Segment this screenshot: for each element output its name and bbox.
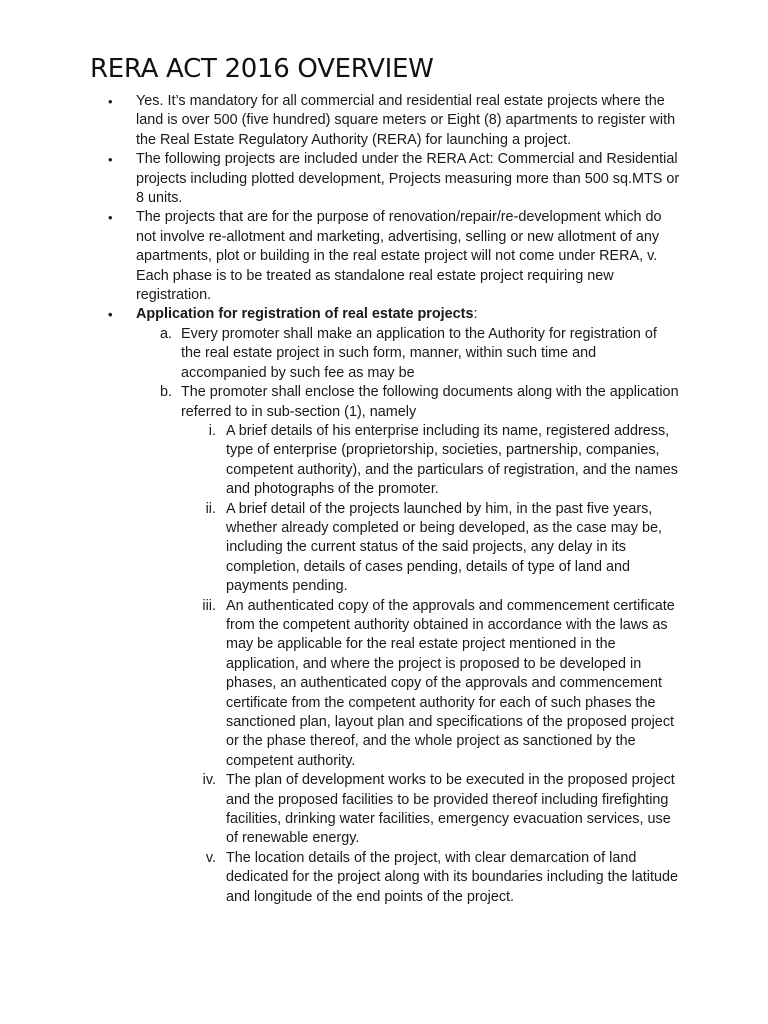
sub-list-item-text: The location details of the project, with clear demarcation of land dedicated for the project along with its boundaries including the latitude and longitude of the end points of the project. xyxy=(226,849,678,905)
sub-list-item-text: An authenticated copy of the approvals and commencement certificate from the competent authority obtained in accordance with the laws as may be applicable for the real estate project mentioned in the application, and where the project is proposed to be developed in phases, an authenticated copy of the approvals and commencement certificate from the competent authority for each of such phases the sanctioned plan, layout plan and specifications of the proposed project or the phase thereof, and the whole project as sanctioned by the competent authority. xyxy=(226,597,675,769)
sub-list-item-text: A brief detail of the projects launched by him, in the past five years, whether already completed or being developed, as the case may be, including the current status of the said projects, any delay in its completion, details of cases pending, details of type of land and payments pending. xyxy=(226,500,662,595)
bullet-item xyxy=(0,208,680,305)
list-item-marker: a. xyxy=(159,325,172,342)
sub-list-item xyxy=(0,597,680,772)
list-item xyxy=(0,325,680,383)
document-title: RERA ACT 2016 OVERVIEW xyxy=(90,54,434,84)
bullet-text: The projects that are for the purpose of renovation/repair/re-development which do not involve re-allotment and marketing, advertising, selling or new allotment of any apartments, plot or building in the real estate project will not come under RERA, v. Each phase is to be treated as standalone real estate project requiring new registration. xyxy=(136,209,662,304)
bullet-marker: • xyxy=(108,94,113,109)
list-item-text: The promoter shall enclose the following documents along with the application referred to in sub-section (1), namely xyxy=(181,384,679,420)
bullet-marker: • xyxy=(108,210,113,226)
document-body xyxy=(0,92,768,907)
application-heading-suffix: : xyxy=(473,306,478,323)
bullet-item xyxy=(0,92,680,150)
application-heading: Application for registration of real estate projects xyxy=(136,306,474,323)
bullet-marker: • xyxy=(108,152,113,168)
sub-list-item-marker: v. xyxy=(205,849,216,866)
bullet-text: Yes. It’s mandatory for all commercial and residential real estate projects where the land is over 500 (five hundred) square meters or Eight (8) apartments to register with the Real Estate Regulatory Authority (RERA) for launching a project. xyxy=(136,93,676,148)
sub-list-item-marker: ii. xyxy=(205,500,216,517)
sub-list-item xyxy=(0,849,680,907)
sub-list-item xyxy=(0,500,680,597)
list-item-marker: b. xyxy=(159,384,172,401)
sub-list-item-text: The plan of development works to be executed in the proposed project and the proposed facilities to be provided thereof including firefighting facilities, drinking water facilities, emergency evacuation services, use of renewable energy. xyxy=(226,772,675,847)
bullet-marker: • xyxy=(108,307,113,323)
application-heading-item xyxy=(0,305,680,324)
list-item xyxy=(0,383,680,422)
application-heading-line xyxy=(136,305,680,324)
sub-list-item xyxy=(0,771,680,849)
bullet-text: The following projects are included under the RERA Act: Commercial and Residential projects including plotted development, Projects measuring more than 500 sq.MTS or 8 units. xyxy=(136,151,680,207)
bullet-item xyxy=(0,150,680,208)
sub-list-item-marker: iii. xyxy=(202,597,216,614)
sub-list-item-marker: i. xyxy=(208,422,216,439)
sub-list-item-text: A brief details of his enterprise including its name, registered address, type of enterprise (proprietorship, societies, partnership, companies, competent authority), and the particulars of registration, and the names and photographs of the promoter. xyxy=(226,422,678,498)
sub-list-item xyxy=(0,422,680,500)
sub-list-item-marker: iv. xyxy=(202,772,216,789)
list-item-text: Every promoter shall make an application to the Authority for registration of the real estate project in such form, manner, within such time and accompanied by such fee as may be xyxy=(181,325,657,381)
